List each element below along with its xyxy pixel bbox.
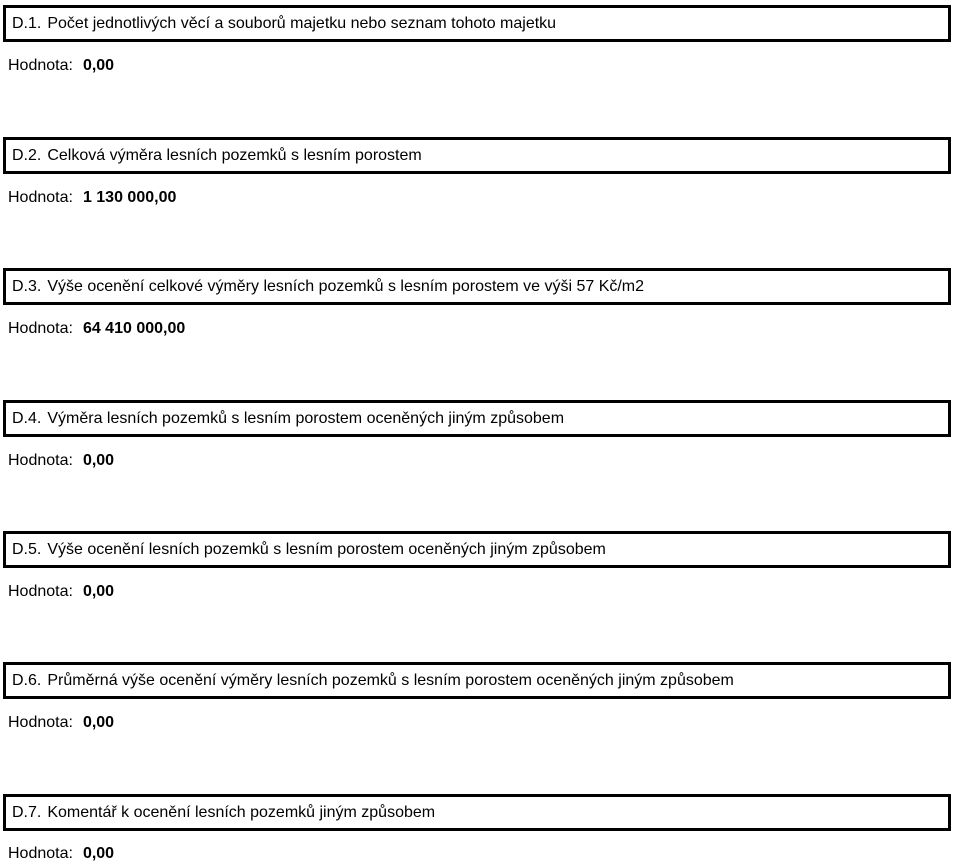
value-row <box>8 57 114 75</box>
value-label: Hodnota: <box>8 57 73 74</box>
section-header <box>3 531 951 568</box>
value-number: 1 130 000,00 <box>82 189 177 206</box>
section-header <box>3 662 951 699</box>
value-label: Hodnota: <box>8 452 73 469</box>
section-title: Výše ocenění lesních pozemků s lesním porostem oceněných jiným způsobem <box>47 540 606 558</box>
value-row <box>8 320 185 338</box>
value-row <box>8 714 114 732</box>
value-label: Hodnota: <box>8 320 73 337</box>
value-label: Hodnota: <box>8 714 73 731</box>
value-row <box>8 845 114 863</box>
section-code: D.4. <box>12 409 42 427</box>
value-number: 0,00 <box>82 714 115 731</box>
section-title: Průměrná výše ocenění výměry lesních pozemků s lesním porostem oceněných jiným způsobem <box>47 671 734 689</box>
section-header <box>3 400 951 437</box>
value-number: 64 410 000,00 <box>82 320 186 337</box>
value-number: 0,00 <box>82 583 115 600</box>
section-header <box>3 5 951 42</box>
section-code: D.5. <box>12 540 42 558</box>
value-row <box>8 452 114 470</box>
section-title: Komentář k ocenění lesních pozemků jiným způsobem <box>47 803 436 821</box>
section-code: D.7. <box>12 803 42 821</box>
value-label: Hodnota: <box>8 189 73 206</box>
value-number: 0,00 <box>82 57 115 74</box>
value-row <box>8 583 114 601</box>
section-code: D.1. <box>12 14 42 32</box>
section-header <box>3 268 951 305</box>
value-label: Hodnota: <box>8 583 73 600</box>
section-title: Počet jednotlivých věcí a souborů majetku nebo seznam tohoto majetku <box>47 14 557 32</box>
section-title: Výše ocenění celkové výměry lesních pozemků s lesním porostem ve výši 57 Kč/m2 <box>47 277 645 295</box>
section-code: D.2. <box>12 146 42 164</box>
section-header <box>3 794 951 831</box>
value-number: 0,00 <box>82 452 115 469</box>
section-title: Výměra lesních pozemků s lesním porostem oceněných jiným způsobem <box>47 409 565 427</box>
section-title: Celková výměra lesních pozemků s lesním porostem <box>47 146 422 164</box>
value-row <box>8 189 176 207</box>
section-header <box>3 137 951 174</box>
value-number: 0,00 <box>82 845 115 862</box>
section-code: D.6. <box>12 671 42 689</box>
section-code: D.3. <box>12 277 42 295</box>
value-label: Hodnota: <box>8 845 73 862</box>
